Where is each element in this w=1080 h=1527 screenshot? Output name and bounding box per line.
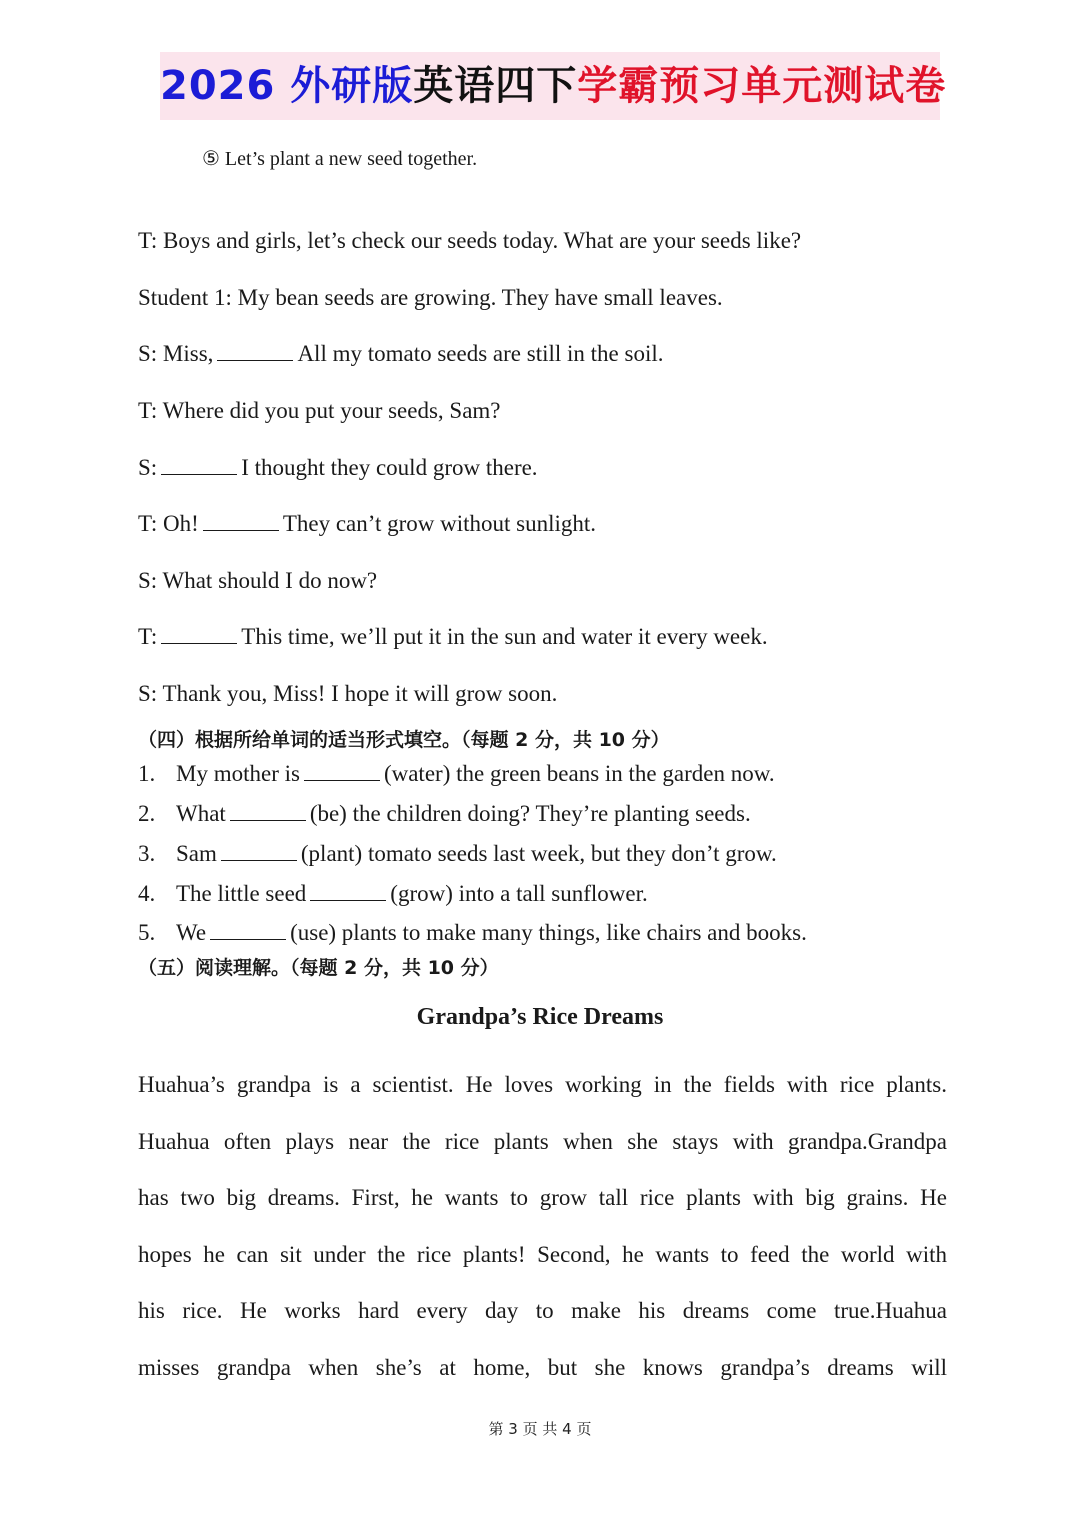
- option-5: ⑤ Let’s plant a new seed together.: [202, 148, 478, 170]
- dialogue-line-4: T: Where did you put your seeds, Sam?: [138, 398, 501, 423]
- dialogue-line-5: S: I thought they could grow there.: [138, 455, 538, 480]
- answer-blank[interactable]: [217, 342, 293, 361]
- question-1: 1. My mother is (water) the green beans in the garden now.: [138, 761, 775, 786]
- question-5: 5. We (use) plants to make many things, like chairs and books.: [138, 920, 807, 945]
- question-2: 2. What (be) the children doing? They’re planting seeds.: [138, 801, 751, 826]
- passage-title: Grandpa’s Rice Dreams: [416, 1004, 664, 1030]
- banner-year-edition: 2026 外研版: [160, 63, 414, 109]
- question-3: 3. Sam (plant) tomato seeds last week, but they don’t grow.: [138, 841, 777, 866]
- dialogue-line-7: S: What should I do now?: [138, 568, 378, 593]
- dialogue-line-9: S: Thank you, Miss! I hope it will grow soon.: [138, 681, 558, 706]
- answer-blank[interactable]: [230, 802, 306, 821]
- answer-blank[interactable]: [210, 921, 286, 940]
- passage-line-6: misses grandpa when she’s at home, but she knows grandpa’s dreams will: [138, 1355, 947, 1380]
- passage-line-3: has two big dreams. First, he wants to grow tall rice plants with big grains. He: [138, 1185, 947, 1210]
- passage-line-5: his rice. He works hard every day to make his dreams come true.Huahua: [138, 1298, 947, 1323]
- page-banner: [160, 52, 947, 120]
- banner-subject: 英语四下: [413, 63, 578, 109]
- answer-blank[interactable]: [221, 842, 297, 861]
- answer-blank[interactable]: [203, 512, 279, 531]
- page-footer: 第 3 页 共 4 页: [488, 1420, 592, 1438]
- dialogue-line-6: T: Oh! They can’t grow without sunlight.: [138, 511, 597, 536]
- dialogue-line-1: T: Boys and girls, let’s check our seeds today. What are your seeds like?: [138, 228, 802, 253]
- answer-blank[interactable]: [161, 456, 237, 475]
- banner-test-name: 学霸预习单元测试卷: [577, 63, 947, 109]
- question-4: 4. The little seed (grow) into a tall sunflower.: [138, 881, 648, 906]
- answer-blank[interactable]: [310, 882, 386, 901]
- dialogue-line-8: T: This time, we’ll put it in the sun and water it every week.: [138, 624, 768, 649]
- passage-line-4: hopes he can sit under the rice plants! Second, he wants to feed the world with: [138, 1242, 947, 1267]
- answer-blank[interactable]: [304, 762, 380, 781]
- passage-line-1: Huahua’s grandpa is a scientist. He loves working in the fields with rice plants.: [138, 1072, 947, 1097]
- dialogue-line-2: Student 1: My bean seeds are growing. They have small leaves.: [138, 285, 723, 310]
- passage-line-2: Huahua often plays near the rice plants when she stays with grandpa.Grandpa: [138, 1129, 947, 1154]
- section-5-heading: （五）阅读理解。（每题 2 分，共 10 分）: [138, 957, 499, 979]
- section-4-heading: （四）根据所给单词的适当形式填空。（每题 2 分，共 10 分）: [138, 729, 670, 751]
- dialogue-line-3: S: Miss, All my tomato seeds are still in the soil.: [138, 341, 664, 366]
- answer-blank[interactable]: [161, 625, 237, 644]
